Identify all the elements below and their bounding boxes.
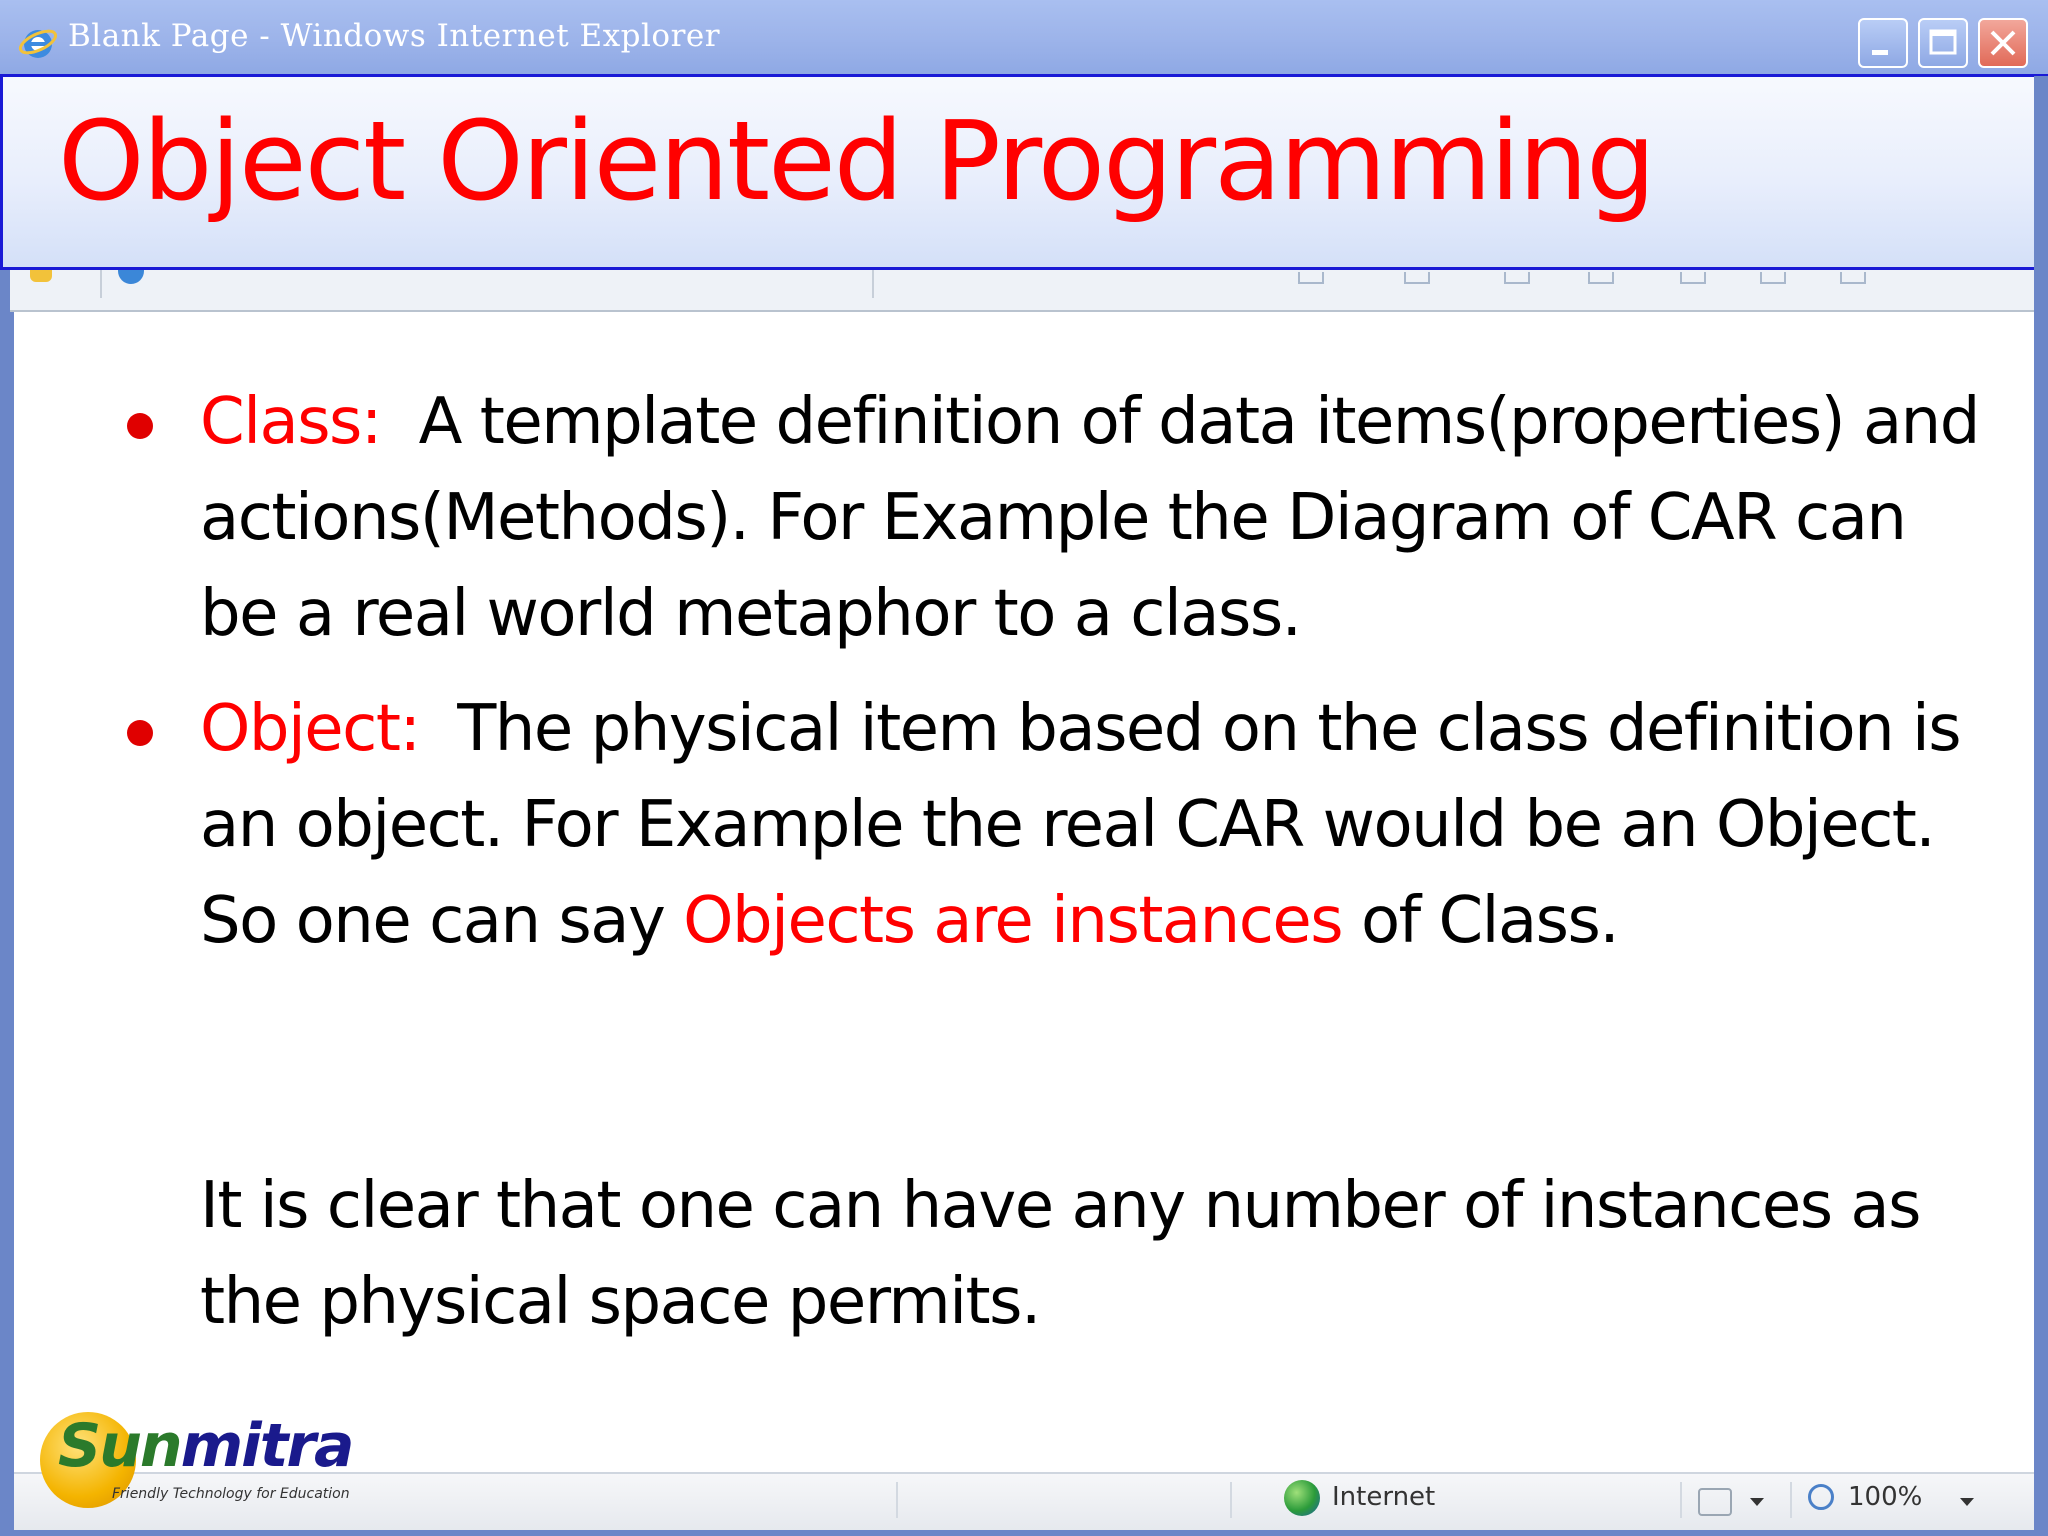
status-divider [1680, 1482, 1682, 1518]
logo-word-sun: Sun [58, 1411, 181, 1481]
bullet-object [200, 681, 1990, 969]
logo-tagline: Friendly Technology for Education [112, 1486, 350, 1502]
window-title: Blank Page - Windows Internet Explorer [68, 18, 721, 54]
logo-word-mitra: mitra [180, 1411, 353, 1481]
zoom-icon[interactable] [1808, 1484, 1834, 1510]
chevron-down-icon[interactable] [1750, 1498, 1764, 1506]
definition-object-end: of Class. [1360, 884, 1619, 958]
zoom-level[interactable]: 100% [1848, 1482, 1923, 1512]
bullet-icon [127, 720, 153, 746]
status-divider [1230, 1482, 1232, 1518]
term-class: Class: [200, 385, 381, 459]
definition-class: A template definition of data items(properties) and actions(Methods). For Example the Diagram of CAR can be a real world metaphor to a class. [200, 385, 1979, 651]
closing-note: It is clear that one can have any number of instances as the physical space permits. [200, 1169, 1920, 1339]
status-divider [1790, 1482, 1792, 1518]
protected-mode-icon[interactable] [1698, 1488, 1732, 1516]
chevron-down-icon[interactable] [1960, 1498, 1974, 1506]
bullet-icon [127, 413, 153, 439]
internet-zone-globe-icon [1284, 1480, 1320, 1516]
logo-wordmark [58, 1411, 353, 1481]
slide-title: Object Oriented Programming [58, 97, 1654, 225]
definition-object: The physical item based on the class definition is an object. For Example the real CAR would be an Object. So one can say [200, 692, 1961, 958]
sunmitra-logo [40, 1408, 353, 1512]
bullet-class [200, 374, 1990, 662]
security-zone-label: Internet [1332, 1482, 1436, 1512]
status-divider [896, 1482, 898, 1518]
term-object: Object: [200, 692, 420, 766]
highlight-objects-are-instances: Objects are instances [683, 884, 1343, 958]
